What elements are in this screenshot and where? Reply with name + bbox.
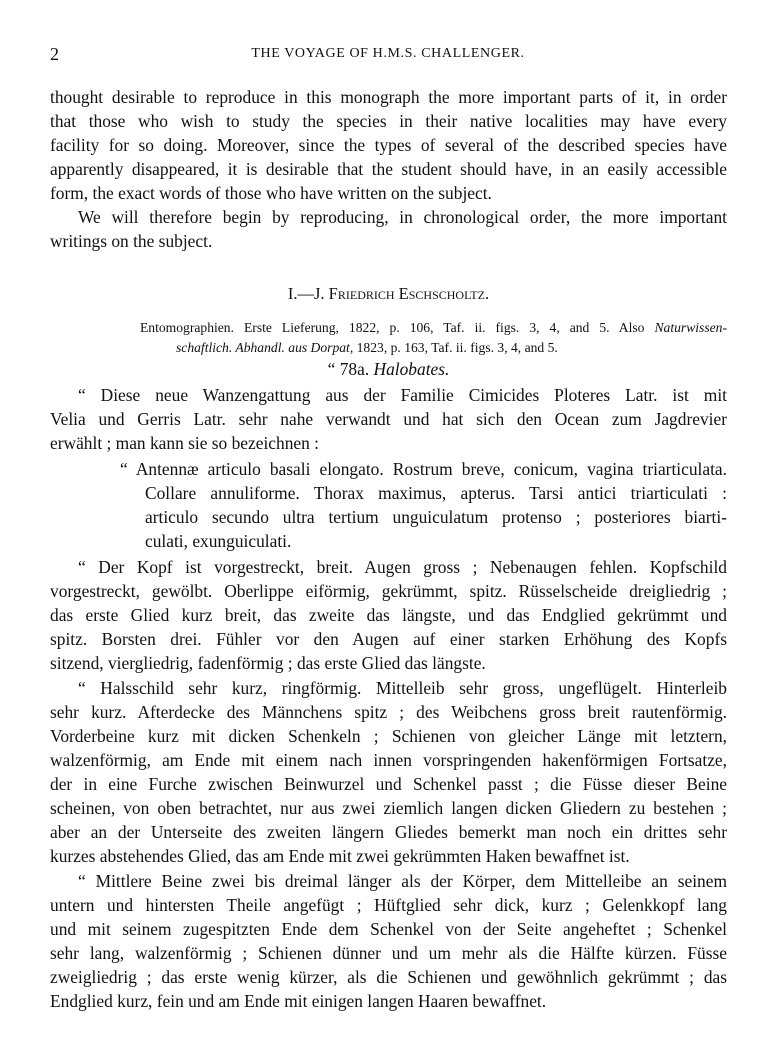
section-heading: I.—J. Friedrich Eschscholtz. <box>287 284 490 303</box>
mittlere-line: sehr lang, walzenförmig ; Schienen dünner und um mehr als die Hälfte kürzen. Füsse <box>50 943 727 963</box>
paragraph-line: writings on the subject. <box>50 231 213 251</box>
hals-line: walzenförmig, am Ende mit einem nach innen vorspringenden hakenförmigen Fortsatze, <box>50 750 727 770</box>
mittlere-line: und mit seinem zugespitzten Ende dem Schenkel von der Seite angeheftet ; Schenkel <box>50 919 727 939</box>
citation-journal: schaftlich. Abhandl. aus Dorpat, <box>176 340 354 355</box>
genus-number: “ 78a. <box>327 359 374 379</box>
body-line: Velia und Gerris Latr. sehr nahe verwandt und hat sich den Ocean zum Jagdrevier <box>50 409 727 429</box>
kopf-line: vorgestreckt, gewölbt. Oberlippe eiförmig, gekrümmt, spitz. Rüsselscheide dreigliedrig ; <box>50 581 727 601</box>
body-line: erwählt ; man kann sie so bezeichnen : <box>50 433 319 453</box>
kopf-line: das erste Glied kurz breit, das zweite das längste, und das Endglied gekrümmt und <box>50 605 727 625</box>
running-title: THE VOYAGE OF H.M.S. CHALLENGER. <box>251 46 525 61</box>
citation-journal: Naturwissen- <box>654 320 727 335</box>
hals-line: aber an der Unterseite des zweiten längern Gliedes bemerkt man noch ein drittes sehr <box>50 822 727 842</box>
hals-line: scheinen, von oben betrachtet, nur aus zwei ziemlich langen dicken Gliedern zu bestehen ; <box>50 798 727 818</box>
kopf-line: spitz. Borsten drei. Fühler vor den Augen auf einer starken Erhöhung des Kopfs <box>50 629 727 649</box>
latin-line: “ Antennæ articulo basali elongato. Rostrum breve, conicum, vagina triarticulata. <box>120 459 727 479</box>
latin-line: articulo secundo ultra tertium unguiculatum protenso ; posteriores biarti- <box>145 507 727 527</box>
hals-line: der in eine Furche zwischen Beinwurzel und Schenkel passt ; die Füsse dieser Beine <box>50 774 727 794</box>
kopf-line: “ Der Kopf ist vorgestreckt, breit. Augen gross ; Nebenaugen fehlen. Kopfschild <box>78 557 727 577</box>
paragraph-line: We will therefore begin by reproducing, in chronological order, the more important <box>78 207 727 227</box>
mittlere-line: untern und hintersten Theile angefügt ; Hüftglied sehr dick, kurz ; Gelenkkopf lang <box>50 895 727 915</box>
hals-line: sehr kurz. Afterdecke des Männchens spitz ; des Weibchens gross breit rautenförmig. <box>50 702 727 722</box>
genus-name: Halobates. <box>373 359 450 379</box>
running-header <box>0 44 776 68</box>
intro-line: thought desirable to reproduce in this monograph the more important parts of it, in order <box>50 87 727 107</box>
hals-line: “ Halsschild sehr kurz, ringförmig. Mittelleib sehr gross, ungeflügelt. Hinterleib <box>78 678 727 698</box>
latin-line: Collare annuliforme. Thorax maximus, apterus. Tarsi antici triarticulati : <box>145 483 727 503</box>
genus-heading <box>50 358 727 380</box>
citation-text: Entomographien. Erste Lieferung, 1822, p. 106, Taf. ii. figs. 3, 4, and 5. Also <box>140 320 655 335</box>
latin-line: culati, exunguiculati. <box>145 531 292 551</box>
page-number: 2 <box>50 44 59 64</box>
intro-line: apparently disappeared, it is desirable that the student should have, in an easily accessible <box>50 159 727 179</box>
kopf-line: sitzend, viergliedrig, fadenförmig ; das erste Glied das längste. <box>50 653 486 673</box>
hals-line: kurzes abstehendes Glied, das am Ende mit zwei gekrümmten Haken bewaffnet ist. <box>50 846 630 866</box>
citation-line <box>176 339 558 357</box>
mittlere-line: zweigliedrig ; das erste wenig kürzer, als die Schienen und gewöhnlich gekrümmt ; das <box>50 967 727 987</box>
hals-line: Vorderbeine kurz mit dicken Schenkeln ; Schienen von gleicher Länge mit letztern, <box>50 726 727 746</box>
mittlere-line: “ Mittlere Beine zwei bis dreimal länger als der Körper, dem Mittelleibe an seinem <box>78 871 727 891</box>
intro-line: facility for so doing. Moreover, since the types of several of the described species have <box>50 135 727 155</box>
citation-text: 1823, p. 163, Taf. ii. figs. 3, 4, and 5. <box>353 340 558 355</box>
citation-line <box>140 319 727 337</box>
body-line: “ Diese neue Wanzengattung aus der Familie Cimicides Ploteres Latr. ist mit <box>78 385 727 405</box>
intro-line: form, the exact words of those who have written on the subject. <box>50 183 492 203</box>
mittlere-line: Endglied kurz, fein und am Ende mit einigen langen Haaren bewaffnet. <box>50 991 547 1011</box>
intro-line: that those who wish to study the species in their native localities may have every <box>50 111 727 131</box>
